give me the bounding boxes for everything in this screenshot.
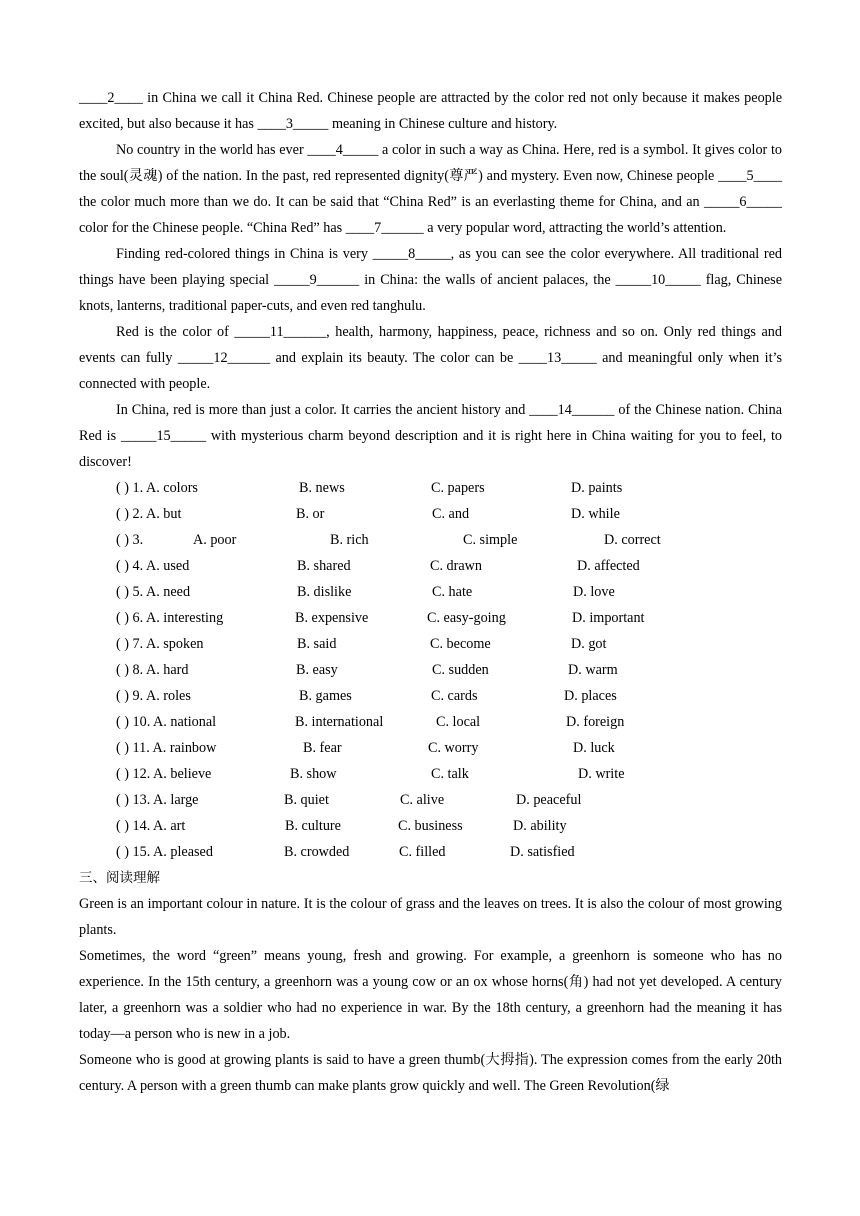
question-number-and-option-a: ( ) 2. A. but <box>116 506 182 522</box>
reading-paragraph-3: Someone who is good at growing plants is said to have a green thumb(大拇指). The expression comes from the early 20th century. A person with a green thumb can make plants grow quickly and well. The Green Revolution(绿 <box>79 1052 782 1094</box>
option-c: C. local <box>436 714 481 730</box>
option-c: C. filled <box>399 844 446 860</box>
option-b: B. games <box>299 688 352 704</box>
passage-paragraph-2: No country in the world has ever ____4_____ a color in such a way as China. Here, red is a symbol. It gives color to the soul(灵魂) of the nation. In the past, red represented dignity(尊严) and mystery. Even now, Chinese people ____5____ the color much more than we do. It can be said that “China Red” is an everlasting theme for China, and an _____6_____ color for the Chinese people. “China Red” has ____7______ a very popular word, attracting the world’s attention. <box>79 142 782 236</box>
passage-paragraph-1: ____2____ in China we call it China Red. Chinese people are attracted by the color red not only because it makes people excited, but also because it has ____3_____ meaning in Chinese culture and history. <box>79 90 782 132</box>
question-number-and-option-a: ( ) 15. A. pleased <box>116 844 213 860</box>
cloze-passage <box>79 85 782 475</box>
option-d: D. paints <box>571 480 623 496</box>
question-row-9 <box>79 683 782 709</box>
question-row-3 <box>79 527 782 553</box>
reading-paragraph-1: Green is an important colour in nature. It is the colour of grass and the leaves on trees. It is also the colour of most growing plants. <box>79 896 782 938</box>
option-b: B. quiet <box>284 792 329 808</box>
option-d: D. warm <box>568 662 618 678</box>
question-number-and-option-a: ( ) 7. A. spoken <box>116 636 204 652</box>
question-row-11 <box>79 735 782 761</box>
reading-passage <box>79 891 782 1099</box>
option-b: B. said <box>297 636 337 652</box>
question-number: ( ) 3. <box>116 532 144 548</box>
question-row-13 <box>79 787 782 813</box>
option-d: D. write <box>578 766 625 782</box>
option-c: C. drawn <box>430 558 483 574</box>
question-row-7 <box>79 631 782 657</box>
question-number-and-option-a: ( ) 4. A. used <box>116 558 190 574</box>
option-b: B. easy <box>296 662 338 678</box>
option-d: D. got <box>571 636 607 652</box>
question-row-8 <box>79 657 782 683</box>
passage-paragraph-3: Finding red-colored things in China is very _____8_____, as you can see the color everywhere. All traditional red things have been playing special _____9______ in China: the walls of ancient palaces, the _____10_____ flag, Chinese knots, lanterns, traditional paper-cuts, and even red tanghulu. <box>79 246 782 314</box>
question-row-1 <box>79 475 782 501</box>
option-c: C. business <box>398 818 463 834</box>
option-b: B. fear <box>303 740 342 756</box>
option-d: D. correct <box>604 532 661 548</box>
question-list <box>79 475 782 865</box>
option-b: B. culture <box>285 818 341 834</box>
option-b: B. expensive <box>295 610 369 626</box>
question-row-4 <box>79 553 782 579</box>
option-c: C. become <box>430 636 491 652</box>
option-d: D. peaceful <box>516 792 582 808</box>
option-c: C. simple <box>463 532 518 548</box>
option-b: B. rich <box>330 532 369 548</box>
passage-paragraph-4: Red is the color of _____11______, health, harmony, happiness, peace, richness and so on. Only red things and events can fully _____12______ and explain its beauty. The color can be ____13_____ and meaningful only when it’s connected with people. <box>79 324 782 392</box>
question-number-and-option-a: ( ) 11. A. rainbow <box>116 740 217 756</box>
question-number-and-option-a: ( ) 10. A. national <box>116 714 217 730</box>
option-b: B. crowded <box>284 844 350 860</box>
option-d: D. ability <box>513 818 567 834</box>
option-c: C. talk <box>431 766 469 782</box>
question-number-and-option-a: ( ) 14. A. art <box>116 818 186 834</box>
option-d: D. love <box>573 584 615 600</box>
option-d: D. places <box>564 688 617 704</box>
option-d: D. while <box>571 506 620 522</box>
question-number-and-option-a: ( ) 9. A. roles <box>116 688 191 704</box>
question-row-6 <box>79 605 782 631</box>
option-d: D. affected <box>577 558 640 574</box>
option-d: D. luck <box>573 740 615 756</box>
question-number-and-option-a: ( ) 12. A. believe <box>116 766 212 782</box>
question-row-15 <box>79 839 782 865</box>
option-b: B. international <box>295 714 384 730</box>
question-row-14 <box>79 813 782 839</box>
option-c: C. sudden <box>432 662 489 678</box>
option-c: C. easy-going <box>427 610 506 626</box>
question-number-and-option-a: ( ) 8. A. hard <box>116 662 189 678</box>
option-c: C. alive <box>400 792 445 808</box>
option-b: B. dislike <box>297 584 352 600</box>
option-b: B. or <box>296 506 325 522</box>
document-content <box>79 85 782 1099</box>
option-c: C. worry <box>428 740 479 756</box>
question-row-5 <box>79 579 782 605</box>
option-b: B. show <box>290 766 337 782</box>
option-a: A. poor <box>193 532 237 548</box>
question-row-2 <box>79 501 782 527</box>
option-d: D. foreign <box>566 714 625 730</box>
option-d: D. satisfied <box>510 844 575 860</box>
option-b: B. news <box>299 480 345 496</box>
option-d: D. important <box>572 610 645 626</box>
option-c: C. cards <box>431 688 478 704</box>
option-c: C. papers <box>431 480 485 496</box>
question-row-12 <box>79 761 782 787</box>
passage-paragraph-5: In China, red is more than just a color. It carries the ancient history and ____14______ of the Chinese nation. China Red is _____15_____ with mysterious charm beyond description and it is right here in China waiting for you to feel, to discover! <box>79 402 782 470</box>
question-number-and-option-a: ( ) 6. A. interesting <box>116 610 224 626</box>
question-row-10 <box>79 709 782 735</box>
option-b: B. shared <box>297 558 351 574</box>
question-number-and-option-a: ( ) 1. A. colors <box>116 480 198 496</box>
question-number-and-option-a: ( ) 13. A. large <box>116 792 199 808</box>
reading-paragraph-2: Sometimes, the word “green” means young, fresh and growing. For example, a greenhorn is someone who has no experience. In the 15th century, a greenhorn was a young cow or an ox whose horns(角) had not yet developed. A century later, a greenhorn was a soldier who had no experience in war. By the 18th century, a greenhorn had the meaning it has today—a person who is new in a job. <box>79 948 782 1042</box>
section-heading: 三、阅读理解 <box>79 870 160 886</box>
question-number-and-option-a: ( ) 5. A. need <box>116 584 191 600</box>
option-c: C. and <box>432 506 470 522</box>
option-c: C. hate <box>432 584 473 600</box>
